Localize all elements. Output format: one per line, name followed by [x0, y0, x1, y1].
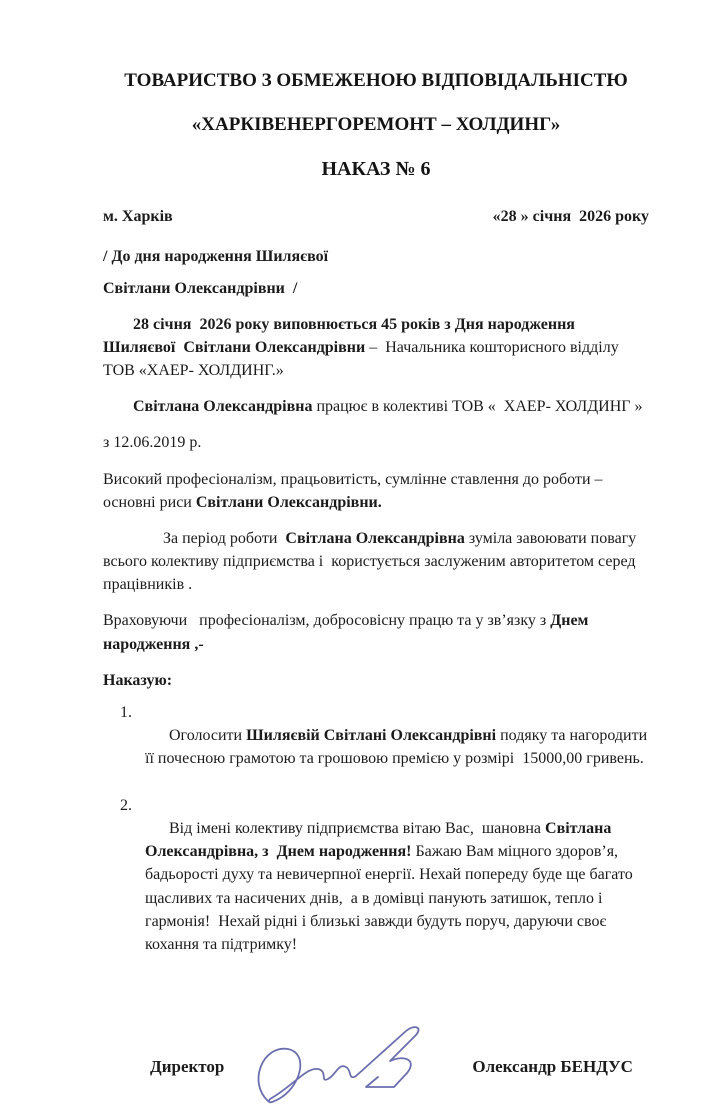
paragraph-birthday-announcement	[103, 313, 649, 383]
order-subject	[103, 248, 649, 298]
order-list	[103, 701, 652, 979]
paragraph-considering	[103, 609, 649, 655]
paragraph-5-normal-2: зуміла завоювати повагу всього колективу підприємства і користується заслуженим авторитетом серед працівників .	[103, 529, 641, 594]
paragraph-2-bold: Світлана Олександрівна	[133, 398, 313, 416]
paragraph-6-normal: Враховуючи професіоналізм, добросовісну працю та у зв’язку з	[103, 612, 551, 630]
paragraph-employment-date	[103, 431, 649, 454]
paragraph-4-normal: Високий професіоналізм, працьовитість, сумлінне ставлення до роботи – основні риси	[103, 470, 607, 511]
paragraph-5-bold: Світлана Олександрівна	[285, 529, 465, 547]
paragraph-work-period	[103, 527, 649, 597]
paragraph-1-normal: – Начальника кошторисного відділу ТОВ «ХАЕР- ХОЛДИНГ.»	[103, 338, 623, 379]
director-role-label: Директор	[150, 1057, 225, 1077]
paragraph-6-bold: Днем народження ,-	[103, 612, 593, 653]
order-item-1-normal-2: подяку та нагородити її почесною грамотою та грошовою премією у розмірі 15000,00 гривень.	[145, 727, 652, 768]
date-label: «28 » січня 2026 року	[492, 207, 649, 225]
paragraph-2-normal: працює в колективі ТОВ « ХАЕР- ХОЛДИНГ »	[312, 398, 643, 416]
paragraph-7-bold: Наказую:	[103, 671, 173, 689]
handwritten-signature	[254, 1021, 454, 1113]
paragraph-employment	[103, 395, 649, 418]
order-item-2-number: 2.	[120, 796, 132, 814]
order-item-1-number: 1.	[120, 704, 132, 722]
paragraph-1-bold: 28 січня 2026 року виповнюється 45 років з Дня народження Шиляєвої Світлани Олександрівни	[103, 315, 579, 356]
subject-line-2: Світлани Олександрівни /	[103, 279, 298, 297]
director-name: Олександр БЕНДУС	[472, 1057, 633, 1077]
company-name-line: «ХАРКІВЕНЕРГОРЕМОНТ – ХОЛДИНГ»	[191, 113, 561, 135]
order-item-2-bold: Світлана Олександрівна, з Днем народження!	[145, 819, 616, 861]
paragraph-order-keyword	[103, 669, 649, 692]
order-title: НАКАЗ № 6	[321, 157, 431, 180]
order-item-1	[103, 701, 652, 794]
order-item-1-normal-1: Оголосити	[169, 727, 247, 745]
order-item-1-bold: Шиляєвій Світлані Олександрівні	[246, 727, 497, 745]
company-type-line: ТОВАРИСТВО З ОБМЕЖЕНОЮ ВІДПОВІДАЛЬНІСТЮ	[124, 70, 628, 91]
meta-row	[103, 208, 649, 226]
document-header	[103, 70, 649, 181]
paragraph-5-normal-1: За період роботи	[163, 529, 286, 547]
signature-block	[103, 1021, 649, 1113]
subject-line-1: / До дня народження Шиляєвої	[103, 247, 329, 265]
city-label: м. Харків	[103, 207, 173, 225]
paragraph-qualities	[103, 468, 649, 514]
order-item-2-normal-2: Бажаю Вам міцного здоров’я, бадьорості духу та невичерпної енергії. Нехай попереду буде ще багато щасливих та насичених днів, а в домівці панують затишок, тепло і гармонія! Нехай рідні і близькі завжди будуть поруч, даруючи своє кохання та підтримку!	[145, 843, 637, 953]
order-item-2	[103, 794, 649, 980]
paragraph-3-normal: з 12.06.2019 р.	[103, 434, 202, 452]
order-item-2-normal-1: Від імені колективу підприємства вітаю Вас, шановна	[169, 819, 546, 837]
paragraph-4-bold: Світлани Олександрівни.	[195, 493, 382, 511]
